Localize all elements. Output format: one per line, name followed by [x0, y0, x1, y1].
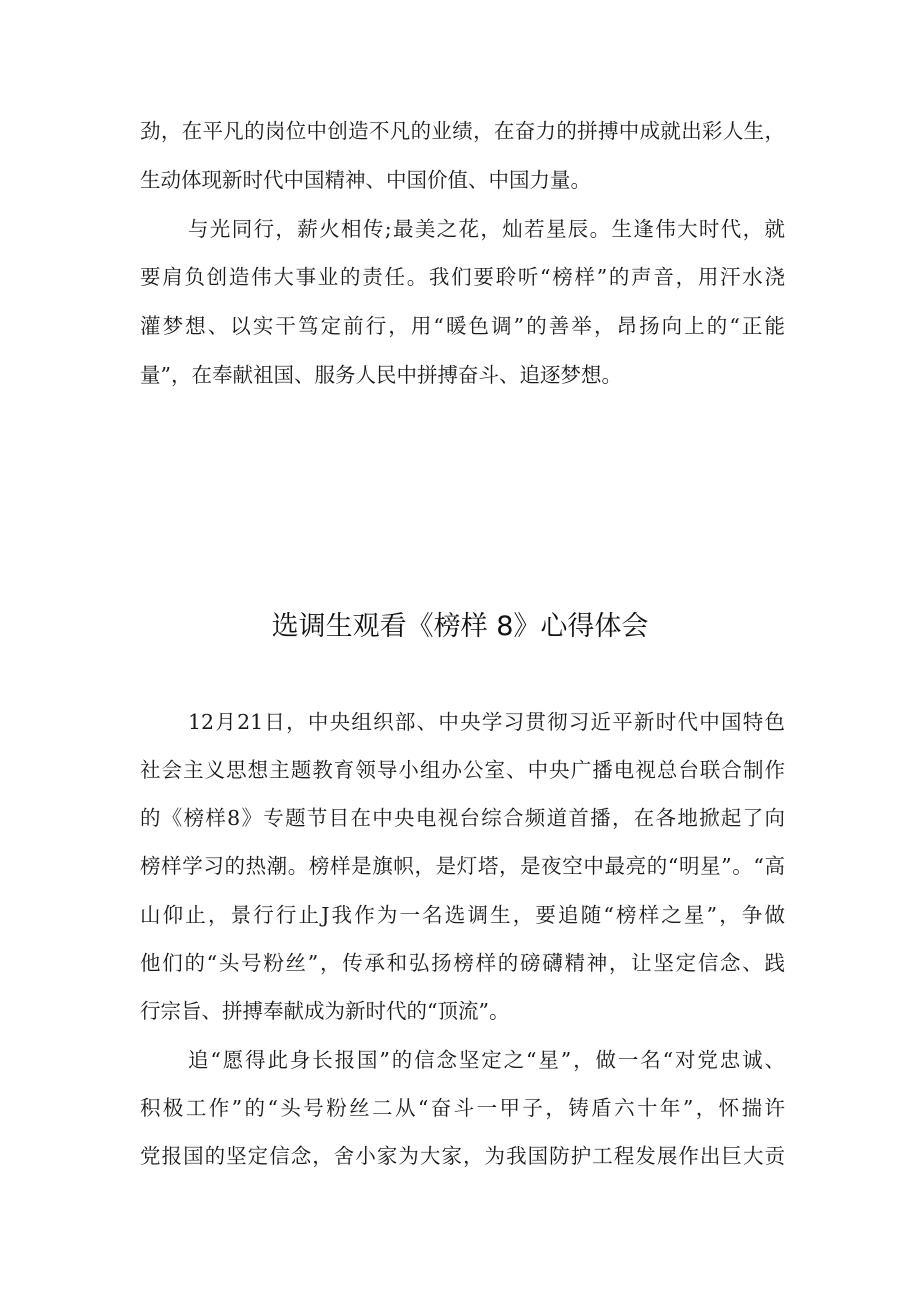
paragraph-line: 要肩负创造伟大事业的责任。我们要聆听“榜样”的声音，用汗水浇: [140, 265, 785, 289]
article-title: 选调生观看《榜样 8》心得体会: [271, 611, 649, 642]
paragraph-line: 榜样学习的热潮。榜样是旗帜，是灯塔，是夜空中最亮的“明星”。“高: [140, 854, 785, 878]
paragraph-line: 12月21日，中央组织部、中央学习贯彻习近平新时代中国特色: [188, 710, 785, 734]
paragraph-line: 生动体现新时代中国精神、中国价值、中国力量。: [140, 168, 591, 192]
paragraph-line: 他们的“头号粉丝”，传承和弘扬榜样的磅礴精神，让坚定信念、践: [140, 951, 785, 975]
paragraph-line: 山仰止，景行行止J我作为一名选调生，要追随“榜样之星”，争做: [140, 903, 785, 927]
paragraph-line: 行宗旨、拼搏奉献成为新时代的“顶流”。: [140, 999, 510, 1023]
paragraph-line: 积极工作”的“头号粉丝二从“奋斗一甲子，铸盾六十年”，怀揣许: [140, 1096, 785, 1120]
paragraph-line: 量”，在奉献祖国、服务人民中拼搏奋斗、追逐梦想。: [140, 363, 622, 387]
paragraph-line: 社会主义思想主题教育领导小组办公室、中央广播电视总台联合制作: [140, 758, 785, 782]
paragraph-line: 党报国的坚定信念，舍小家为大家，为我国防护工程发展作出巨大贡: [140, 1144, 785, 1168]
paragraph-line: 的《榜样8》专题节目在中央电视台综合频道首播，在各地掀起了向: [140, 806, 785, 830]
paragraph-line: 追“愿得此身长报国”的信念坚定之“星”，做一名“对党忠诚、: [188, 1048, 785, 1072]
paragraph-line: 劲，在平凡的岗位中创造不凡的业绩，在奋力的拼搏中成就出彩人生，: [140, 119, 785, 143]
paragraph-line: 灌梦想、以实干笃定前行，用“暖色调”的善举，昂扬向上的“正能: [140, 314, 785, 338]
paragraph-line: 与光同行，薪火相传;最美之花，灿若星辰。生逢伟大时代，就: [188, 217, 785, 241]
